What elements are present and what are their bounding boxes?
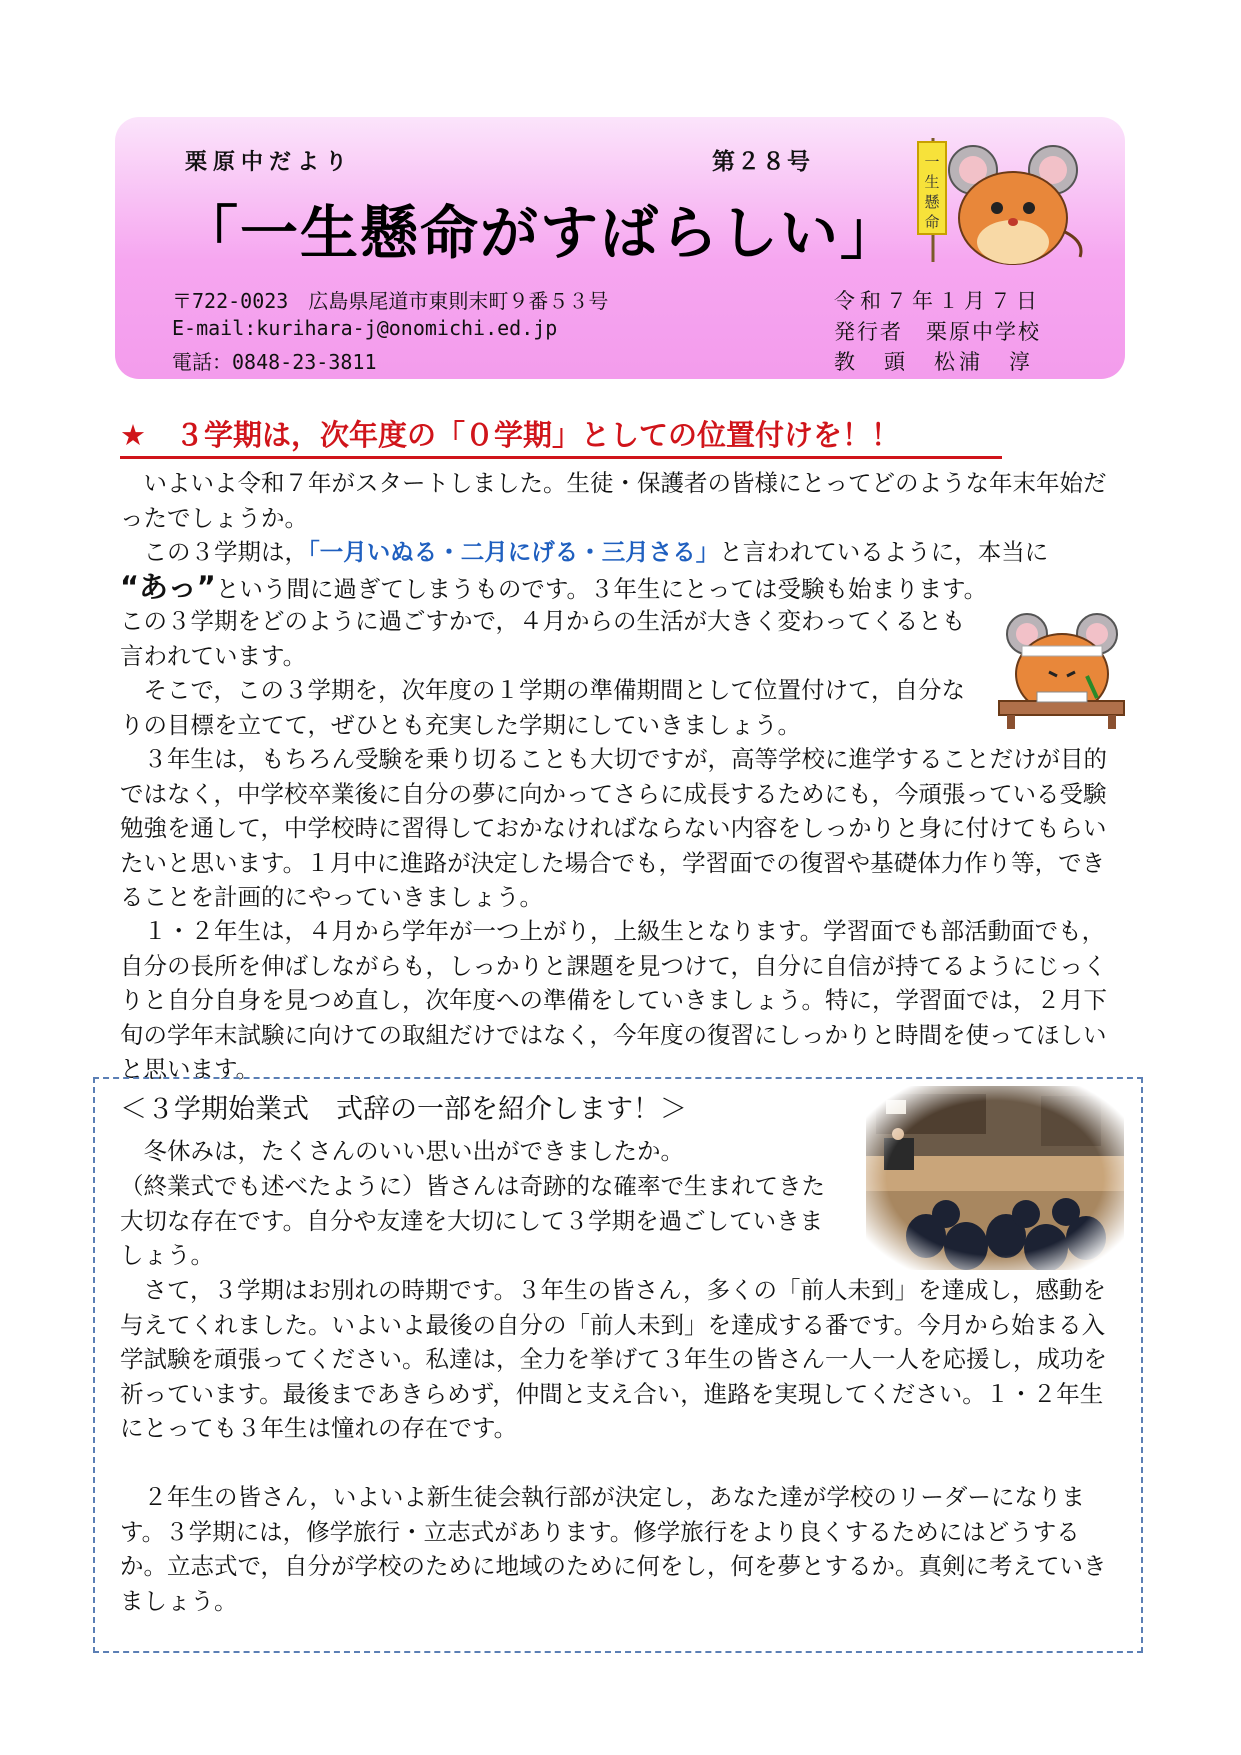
mascot-banner-icon bbox=[885, 132, 1095, 272]
ceremony-photo bbox=[866, 1086, 1124, 1270]
proverb-highlight: 「一月いぬる・二月にげる・三月さる」 bbox=[308, 538, 720, 566]
school-address: 〒722-0023 広島県尾道市東則末町９番５３号 bbox=[172, 289, 609, 313]
author: 教 頭 松浦 淳 bbox=[834, 350, 1034, 374]
school-phone: 電話：0848-23-3811 bbox=[172, 350, 377, 374]
studying-mascot-icon bbox=[997, 606, 1137, 731]
newsletter-name: 栗原中だより bbox=[185, 150, 354, 175]
paragraph: さて，３学期はお別れの時期です。３年生の皆さん，多くの「前人未到」を達成し，感動を与えてくれました。いよいよ最後の自分の「前人未到」を達成する番です。今月から始まる入学試験を頑張ってください。私達は，全力を挙げて３年生の皆さん一人一人を応援し，成功を祈っています。最後まであきらめず，仲間と支え合い，進路を実現してください。１・２年生にとっても３年生は憧れの存在です。 bbox=[120, 1276, 1107, 1442]
newsletter-title: 「一生懸命がすばらしい」 bbox=[180, 199, 901, 267]
paragraph: ３年生は，もちろん受験を乗り切ることも大切ですが，高等学校に進学することだけが目的ではなく，中学校卒業後に自分の夢に向かってさらに成長するためにも，今頑張っている受験勉強を通して，中学校時に習得しておかなければならない内容をしっかりと身に付けてもらいたいと思います。１月中に進路が決定した場合でも，学習面での復習や基礎体力作り等，できることを計画的にやっていきましょう。 bbox=[120, 745, 1107, 911]
publisher: 発行者 栗原中学校 bbox=[834, 320, 1041, 344]
paragraph: 冬休みは，たくさんのいい思い出ができましたか。 bbox=[143, 1137, 684, 1165]
svg-text:一: 一 bbox=[924, 153, 940, 171]
svg-text:懸: 懸 bbox=[924, 193, 940, 211]
paragraph: この３学期をどのように過ごすかで，４月からの生活が大きく変わってくるとも言われています。 bbox=[120, 607, 966, 670]
school-email: E-mail:kurihara-j@onomichi.ed.jp bbox=[172, 316, 558, 340]
issue-date: 令和７年１月７日 bbox=[834, 289, 1042, 313]
issue-number: 第２８号 bbox=[712, 149, 812, 175]
paragraph: ２年生の皆さん，いよいよ新生徒会執行部が決定し，あなた達が学校のリーダーになります。３学期には，修学旅行・立志式があります。修学旅行をより良くするためにはどうするか。立志式で，自分が学校のために地域のために何をし，何を夢とするか。真剣に考えていきましょう。 bbox=[120, 1483, 1107, 1615]
paragraph: いよいよ令和７年がスタートしました。生徒・保護者の皆様にとってどのような年末年始だったでしょうか。 bbox=[120, 469, 1107, 532]
emphasis-text: “あっ” bbox=[120, 569, 216, 604]
paragraph-text: という間に過ぎてしまうものです。３年生にとっては受験も始まります。 bbox=[215, 574, 988, 603]
svg-text:生: 生 bbox=[924, 173, 940, 191]
paragraph-text: この３学期は， bbox=[143, 538, 308, 566]
section-heading: ＜３学期始業式 式辞の一部を紹介します！＞ bbox=[120, 1094, 687, 1125]
paragraph: そこで，この３学期を，次年度の１学期の準備期間として位置付けて，自分なりの目標を立てて，ぜひとも充実した学期にしていきましょう。 bbox=[120, 676, 966, 739]
paragraph-text: と言われているように，本当に bbox=[719, 538, 1049, 566]
paragraph: （終業式でも述べたように）皆さんは奇跡的な確率で生まれてきた大切な存在です。自分や友達を大切にして３学期を過ごしていきましょう。 bbox=[120, 1172, 825, 1269]
paragraph: １・２年生は，４月から学年が一つ上がり，上級生となります。学習面でも部活動面でも，自分の長所を伸ばしながらも，しっかりと課題を見つけて，自分に自信が持てるようにじっくりと自分自身を見つめ直し，次年度への準備をしていきましょう。特に，学習面では，２月下旬の学年末試験に向けての取組だけではなく，今年度の復習にしっかりと時間を使ってほしいと思います。 bbox=[120, 917, 1107, 1083]
paragraph bbox=[120, 535, 1120, 606]
svg-text:命: 命 bbox=[924, 213, 940, 231]
section-heading: ★ ３学期は，次年度の「０学期」としての位置付けを！！ bbox=[120, 413, 1002, 459]
